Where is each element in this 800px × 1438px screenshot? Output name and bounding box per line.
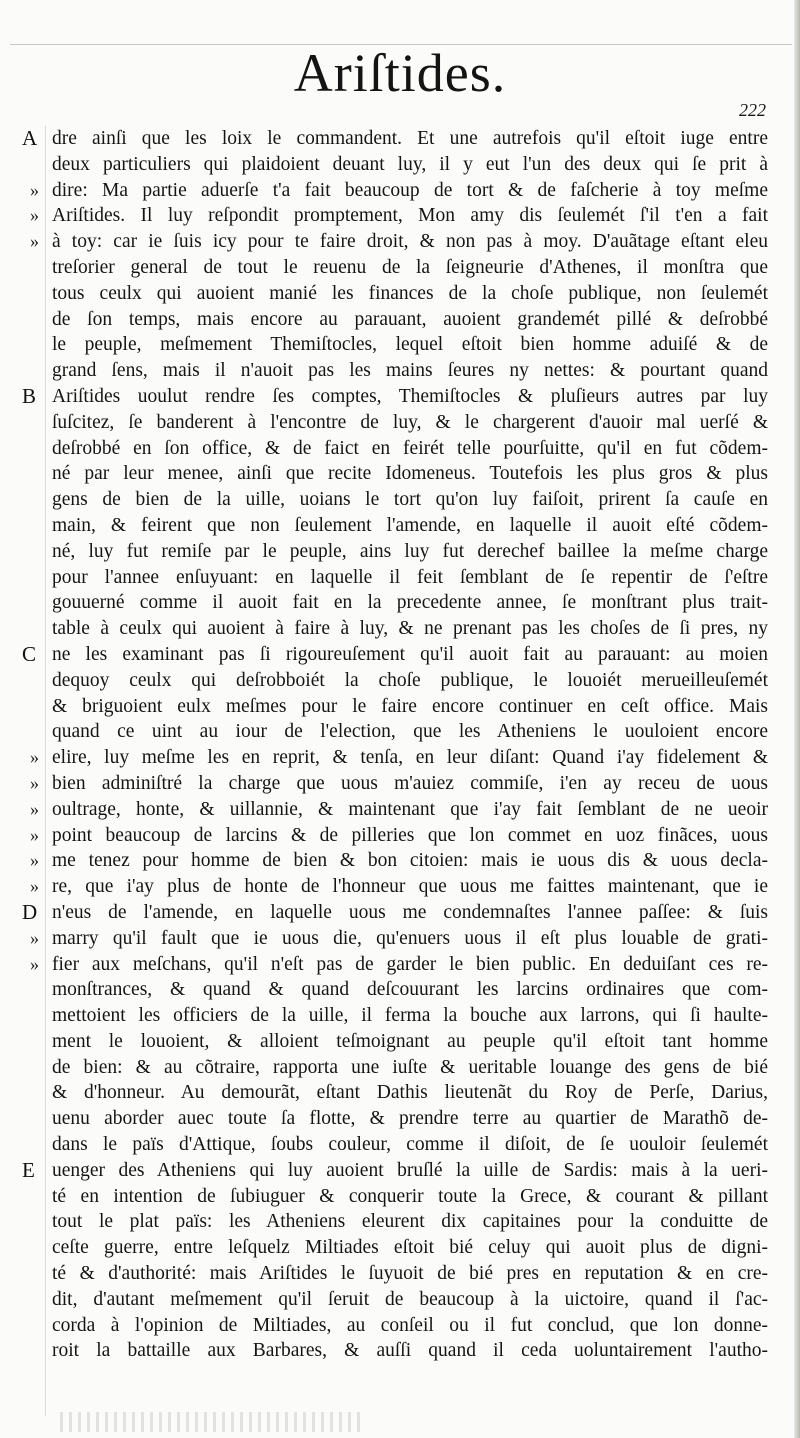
quotation-marker: » <box>30 231 39 252</box>
line-text: me tenez pour homme de bien & bon citoien: mais ie uous dis & uous decla- <box>52 850 768 872</box>
section-marker: D <box>22 899 38 924</box>
text-line <box>52 152 768 178</box>
scan-edge <box>794 0 800 1438</box>
line-text: ment le louoient, & alloient teſmoignant au peuple qu'il eſtoit tant homme <box>52 1030 768 1052</box>
line-text: gouuerné comme il auoit fait en la precedente annee, ſe monſtrant plus trait- <box>52 592 768 614</box>
quotation-marker: » <box>30 953 39 974</box>
text-line <box>52 616 768 642</box>
line-text: table à ceulx qui auoient à faire à luy, & ne prenant pas les choſes de ſi pres, ny <box>52 618 768 640</box>
text-line <box>30 229 768 255</box>
page-title: Ariſtides. <box>293 43 507 103</box>
text-line <box>52 1184 768 1210</box>
section-marker: C <box>22 641 37 666</box>
line-text: Ariſtides. Il luy reſpondit promptement, Mon amy dis ſeulemét ſ'il t'en a fait <box>52 205 768 227</box>
text-line <box>22 1157 768 1184</box>
line-text: de ſon temps, mais encore au parauant, auoient grandemét pillé & deſrobbé <box>52 308 768 330</box>
line-text: gens de bien de la uille, uoians le tort qu'on luy faiſoit, prirent ſa cauſe en <box>52 489 768 511</box>
line-text: oultrage, honte, & uillannie, & maintenant que i'ay fait ſemblant de ne ueoir <box>52 798 768 820</box>
line-text: ſuſcitez, ſe banderent à l'encontre de luy, & le chargerent d'auoir mal uerſé & <box>52 411 768 433</box>
text-line <box>52 1055 768 1081</box>
text-line <box>30 926 768 952</box>
text-line <box>52 565 768 591</box>
text-line <box>52 590 768 616</box>
quotation-marker: » <box>30 179 39 200</box>
text-line <box>52 358 768 384</box>
line-text: uenu aborder auec toute ſa flotte, & prendre terre au quartier de Marathõ de- <box>52 1108 768 1130</box>
line-text: dequoy ceulx qui deſrobboiét la choſe publique, le louoiét merueilleuſemét <box>52 669 768 691</box>
text-line <box>52 1209 768 1235</box>
text-line <box>22 641 768 668</box>
line-text: té en intention de ſubiuguer & conquerir toute la Grece, & courant & pillant <box>52 1185 768 1207</box>
line-text: dit, d'autant meſmement qu'il ſeruit de beaucoup à la uictoire, quand il ſ'ac- <box>52 1288 768 1310</box>
line-text: dire: Ma partie aduerſe t'a fait beaucoup de tort & de faſcherie à toy meſme <box>52 179 768 201</box>
text-line <box>52 1132 768 1158</box>
text-line <box>52 1287 768 1313</box>
line-text: roit la battaille aux Barbares, & auſſi quand il ceda uoluntairement l'autho- <box>52 1340 768 1362</box>
line-text: dre ainſi que les loix le commandent. Et une autrefois qu'il eſtoit iuge entre <box>52 128 768 149</box>
line-text: re, que i'ay plus de honte de l'honneur que uous me faittes maintenant, que ie <box>52 876 768 898</box>
text-line <box>52 332 768 358</box>
text-line <box>52 1080 768 1106</box>
text-line <box>30 874 768 900</box>
line-text: elire, luy meſme les en reprit, & tenſa, en leur diſant: Quand i'ay fidelement & <box>52 747 768 769</box>
line-text: & d'honneur. Au demourãt, eſtant Dathis lieutenãt du Roy de Perſe, Darius, <box>52 1082 768 1104</box>
line-text: uenger des Atheniens qui luy auoient bruſlé la uille de Sardis: mais à la ueri- <box>52 1159 768 1181</box>
text-line <box>30 178 768 204</box>
line-text: Ariſtides uoulut rendre ſes comptes, Themiſtocles & pluſieurs autres par luy <box>52 385 768 407</box>
line-text: tous ceulx qui auoient manié les finances de la choſe publique, non ſeulemét <box>52 282 768 304</box>
line-text: té & d'authorité: mais Ariſtides le ſuyuoit de bié pres en reputation & en cre- <box>52 1263 768 1285</box>
text-line <box>52 1106 768 1132</box>
line-text: pour l'annee enſuyuant: en laquelle il feit ſemblant de ſe repentir de ſ'eſtre <box>52 566 768 588</box>
text-line <box>52 977 768 1003</box>
quotation-marker: » <box>30 772 39 793</box>
quotation-marker: » <box>30 798 39 819</box>
line-text: deſrobbé en ſon office, & de faict en feirét telle pourſuitte, qu'il en fut cõdem- <box>52 437 768 459</box>
line-text: point beaucoup de larcins & de pilleries que lon commet en uoz finãces, uous <box>52 824 768 846</box>
text-line <box>52 1003 768 1029</box>
text-line <box>30 848 768 874</box>
line-text: dans le païs d'Attique, ſoubs couleur, comme il diſoit, de ſe uouloir ſeulemét <box>52 1134 768 1156</box>
body-text <box>22 126 768 1364</box>
quotation-marker: » <box>30 927 39 948</box>
quotation-marker: » <box>30 205 39 226</box>
line-text: le peuple, meſmement Themiſtocles, lequel eſtoit bien homme aduiſé & de <box>52 334 768 356</box>
text-line <box>22 126 768 152</box>
text-line <box>52 487 768 513</box>
text-line <box>52 461 768 487</box>
text-line <box>52 281 768 307</box>
section-marker: E <box>22 1157 35 1182</box>
text-line <box>52 539 768 565</box>
line-text: fier aux meſchans, qu'il n'eſt pas de garder le bien public. En deduiſant ces re- <box>52 953 768 975</box>
text-line <box>52 719 768 745</box>
quotation-marker: » <box>30 747 39 768</box>
line-text: ne les examinant pas ſi rigoureuſement qu'il auoit fait au parauant: au moien <box>52 643 768 665</box>
text-line <box>30 952 768 978</box>
margin-rule <box>45 126 46 1416</box>
section-marker: A <box>22 126 38 150</box>
text-line <box>22 383 768 410</box>
text-line <box>30 823 768 849</box>
bleed-through-mark <box>60 1412 360 1432</box>
quotation-marker: » <box>30 876 39 897</box>
text-line <box>52 694 768 720</box>
text-line <box>30 771 768 797</box>
line-text: né, luy fut remiſe par le peuple, ains luy fut derechef baillee la meſme charge <box>52 540 768 562</box>
text-line <box>52 1235 768 1261</box>
text-line <box>52 1261 768 1287</box>
line-text: n'eus de l'amende, en laquelle uous me condemnaſtes l'annee paſſee: & ſuis <box>52 901 768 923</box>
line-text: monſtrances, & quand & quand deſcouurant les larcins ordinaires que com- <box>52 979 768 1001</box>
line-text: & briguoient eulx meſmes pour le faire encore continuer en ceſt office. Mais <box>52 695 768 717</box>
text-line <box>30 797 768 823</box>
line-text: treſorier general de tout le reuenu de la ſeigneurie d'Athenes, il monſtra que <box>52 256 768 278</box>
line-text: main, & feirent que non ſeulement l'amende, en laquelle il auoit eſté cõdem- <box>52 514 768 536</box>
text-line <box>52 1313 768 1339</box>
line-text: mettoient les officiers de la uille, il ferma la bouche aux larrons, qui ſi haulte- <box>52 1005 768 1027</box>
text-line <box>30 745 768 771</box>
text-line <box>22 899 768 926</box>
text-line <box>52 410 768 436</box>
page-number: 222 <box>739 100 766 120</box>
line-text: de bien: & au cõtraire, rapporta une iuſte & ueritable louange des gens de bié <box>52 1056 768 1078</box>
line-text: corda à l'opinion de Miltiades, au conſeil ou il fut conclud, que lon donne- <box>52 1314 768 1336</box>
quotation-marker: » <box>30 850 39 871</box>
line-text: à toy: car ie ſuis icy pour te faire droit, & non pas à moy. D'auãtage eſtant eleu <box>52 231 768 253</box>
text-line <box>52 513 768 539</box>
text-line <box>52 255 768 281</box>
line-text: bien adminiſtré la charge que uous m'auiez commiſe, i'en ay receu de uous <box>52 772 768 794</box>
section-marker: B <box>22 383 37 408</box>
text-line <box>52 307 768 333</box>
quotation-marker: » <box>30 824 39 845</box>
text-line <box>52 668 768 694</box>
text-line <box>52 436 768 462</box>
line-text: ceſte guerre, entre leſquelz Miltiades eſtoit bié celuy qui auoit plus de digni- <box>52 1237 768 1259</box>
line-text: deux particuliers qui plaidoient deuant luy, il y eut l'un des deux qui ſe prit à <box>52 153 768 175</box>
text-line <box>52 1338 768 1364</box>
line-text: marry qu'il fault que ie uous die, qu'enuers uous il eſt plus louable de grati- <box>52 927 768 949</box>
line-text: tout le plat païs: les Atheniens eleurent dix capitaines pour la conduitte de <box>52 1211 768 1233</box>
line-text: grand ſens, mais il n'auoit pas les mains ſeures ny nettes: & pourtant quand <box>52 360 768 382</box>
line-text: quand ce uint au iour de l'election, que les Atheniens le uouloient encore <box>52 721 768 743</box>
text-line <box>52 1029 768 1055</box>
text-line <box>30 203 768 229</box>
line-text: né par leur menee, ainſi que recite Idomeneus. Toutefois les plus gros & plus <box>52 463 768 485</box>
